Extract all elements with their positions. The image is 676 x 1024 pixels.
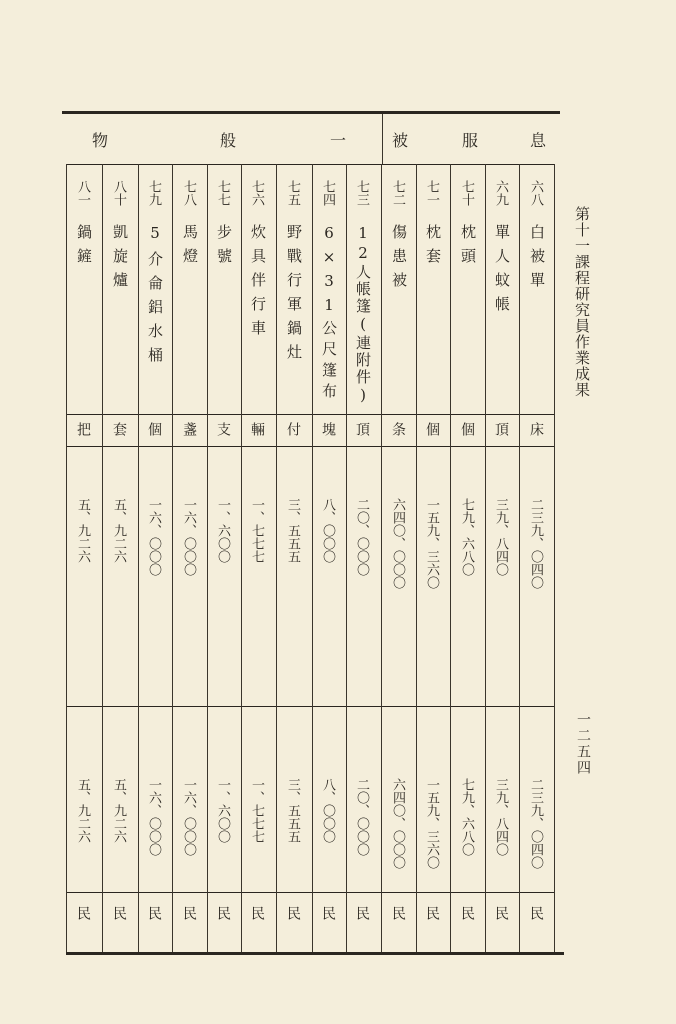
item-number: 七七 xyxy=(215,180,230,206)
column-line xyxy=(554,164,555,952)
item-unit: 頂 xyxy=(493,422,509,436)
item-number: 七六 xyxy=(249,180,264,206)
item-quantity-total: 二三九、〇四〇 xyxy=(528,778,543,869)
item-owner: 民 xyxy=(459,906,475,920)
item-quantity-total: 一、七七七 xyxy=(249,778,264,843)
item-quantity-total: 五、九二六 xyxy=(111,778,126,843)
item-quantity: 六四〇、〇〇〇 xyxy=(390,498,405,589)
item-number: 七二 xyxy=(390,180,405,206)
item-unit: 輛 xyxy=(249,422,265,436)
item-quantity: 八、〇〇〇 xyxy=(320,498,335,563)
item-quantity: 三、五五五 xyxy=(285,498,300,563)
item-unit: 付 xyxy=(285,422,301,436)
item-quantity: 二三九、〇四〇 xyxy=(528,498,543,589)
item-quantity-total: 六四〇、〇〇〇 xyxy=(390,778,405,869)
item-name: 炊具伴行車 xyxy=(249,224,267,344)
column-line xyxy=(450,164,451,952)
item-unit: 個 xyxy=(459,422,475,436)
item-quantity-total: 三九、八四〇 xyxy=(493,778,508,856)
header-left-char-1: 物 xyxy=(92,131,109,150)
item-number: 七九 xyxy=(146,180,161,206)
item-quantity: 一六、〇〇〇 xyxy=(181,498,196,576)
item-unit: 個 xyxy=(424,422,440,436)
item-owner: 民 xyxy=(390,906,406,920)
column-line xyxy=(346,164,347,952)
qty-rule xyxy=(66,706,554,707)
header-rule xyxy=(66,164,554,165)
item-owner: 民 xyxy=(493,906,509,920)
item-quantity: 五、九二六 xyxy=(111,498,126,563)
item-name: 枕頭 xyxy=(459,224,477,272)
item-number: 六八 xyxy=(528,180,543,206)
item-name: 12人帳篷(連附件) xyxy=(354,224,372,406)
item-quantity-total: 一、六〇〇 xyxy=(215,778,230,843)
item-owner: 民 xyxy=(285,906,301,920)
item-number: 七四 xyxy=(320,180,335,206)
item-quantity: 二〇、〇〇〇 xyxy=(354,498,369,576)
item-owner: 民 xyxy=(111,906,127,920)
item-name: 白被單 xyxy=(528,224,546,296)
item-owner: 民 xyxy=(320,906,336,920)
top-rule xyxy=(62,111,560,114)
item-name: 野戰行軍鍋灶 xyxy=(285,224,303,368)
item-name: 單人蚊帳 xyxy=(493,224,511,320)
header-group-divider xyxy=(382,114,383,164)
column-line xyxy=(276,164,277,952)
column-line xyxy=(312,164,313,952)
item-owner: 民 xyxy=(424,906,440,920)
item-owner: 民 xyxy=(146,906,162,920)
header-left-char-3: 一 xyxy=(330,131,347,150)
bottom-rule xyxy=(66,952,564,955)
item-unit: 個 xyxy=(146,422,162,436)
item-unit: 支 xyxy=(215,422,231,436)
item-number: 八一 xyxy=(75,180,90,206)
header-right-char-1: 被 xyxy=(392,131,409,150)
item-number: 八十 xyxy=(111,180,126,206)
item-unit: 盞 xyxy=(181,422,197,436)
column-line xyxy=(102,164,103,952)
item-owner: 民 xyxy=(249,906,265,920)
item-quantity: 一六、〇〇〇 xyxy=(146,498,161,576)
item-name: 凱旋爐 xyxy=(111,224,129,296)
item-quantity: 一、七七七 xyxy=(249,498,264,563)
item-name: 鍋鏟 xyxy=(75,224,93,272)
item-number: 七八 xyxy=(181,180,196,206)
header-right-char-2: 服 xyxy=(462,131,479,150)
item-quantity-total: 一五九、三六〇 xyxy=(424,778,439,869)
item-owner: 民 xyxy=(215,906,231,920)
item-number: 七一 xyxy=(424,180,439,206)
side-title: 第十一課程研究員作業成果 xyxy=(573,206,591,398)
names-rule xyxy=(66,414,554,415)
item-quantity: 七九、六八〇 xyxy=(459,498,474,576)
item-unit: 套 xyxy=(111,422,127,436)
item-owner: 民 xyxy=(354,906,370,920)
item-unit: 頂 xyxy=(354,422,370,436)
item-owner: 民 xyxy=(528,906,544,920)
item-owner: 民 xyxy=(181,906,197,920)
column-line xyxy=(416,164,417,952)
header-right-char-3: 息 xyxy=(530,131,547,150)
item-quantity-total: 一六、〇〇〇 xyxy=(146,778,161,856)
column-line xyxy=(66,164,67,952)
item-quantity: 一五九、三六〇 xyxy=(424,498,439,589)
column-line xyxy=(172,164,173,952)
item-number: 七五 xyxy=(285,180,300,206)
item-name: 馬燈 xyxy=(181,224,199,272)
item-quantity-total: 七九、六八〇 xyxy=(459,778,474,856)
item-unit: 条 xyxy=(390,422,406,436)
column-line xyxy=(485,164,486,952)
item-quantity-total: 一六、〇〇〇 xyxy=(181,778,196,856)
units-rule xyxy=(66,446,554,447)
item-quantity-total: 五、九二六 xyxy=(75,778,90,843)
item-unit: 床 xyxy=(528,422,544,436)
item-quantity: 三九、八四〇 xyxy=(493,498,508,576)
column-line xyxy=(519,164,520,952)
item-unit: 塊 xyxy=(320,422,336,436)
item-number: 七十 xyxy=(459,180,474,206)
item-quantity: 五、九二六 xyxy=(75,498,90,563)
item-owner: 民 xyxy=(75,906,91,920)
header-left-char-2: 般 xyxy=(220,131,237,150)
item-quantity: 一、六〇〇 xyxy=(215,498,230,563)
item-quantity-total: 八、〇〇〇 xyxy=(320,778,335,843)
column-line xyxy=(138,164,139,952)
item-name: 5介侖鋁水桶 xyxy=(146,224,164,371)
item-quantity-total: 二〇、〇〇〇 xyxy=(354,778,369,856)
page-number: 一二五四 xyxy=(575,712,591,776)
column-line xyxy=(207,164,208,952)
item-quantity-total: 三、五五五 xyxy=(285,778,300,843)
item-unit: 把 xyxy=(75,422,91,436)
column-line xyxy=(381,164,382,952)
qty2-rule xyxy=(66,892,554,893)
item-name: 6×31公尺篷布 xyxy=(320,224,338,404)
item-number: 六九 xyxy=(493,180,508,206)
item-name: 傷患被 xyxy=(390,224,408,296)
column-line xyxy=(241,164,242,952)
item-name: 步號 xyxy=(215,224,233,272)
item-name: 枕套 xyxy=(424,224,442,272)
item-number: 七三 xyxy=(354,180,369,206)
